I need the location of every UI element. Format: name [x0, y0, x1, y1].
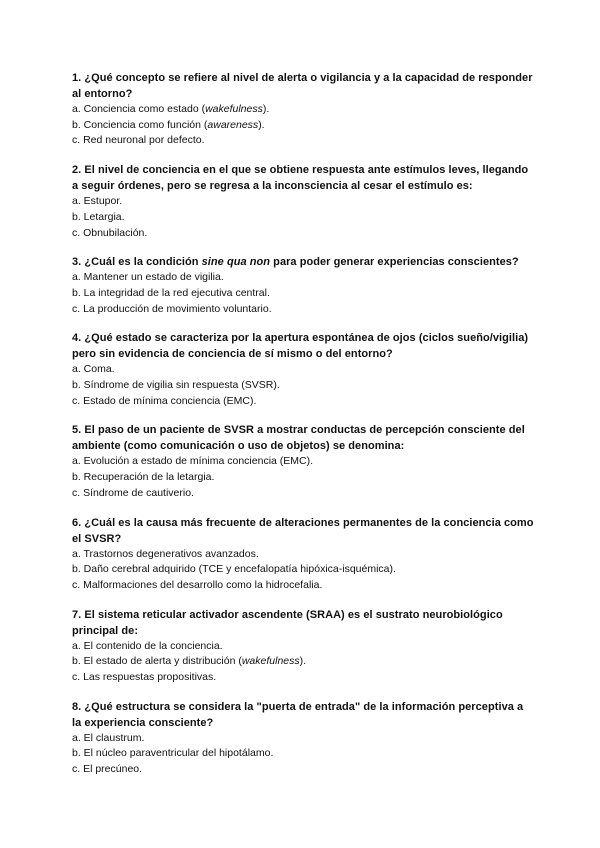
- option-text: c. Red neuronal por defecto.: [72, 134, 205, 147]
- question-number: 7.: [72, 608, 82, 621]
- question-body: El sistema reticular activador ascendente (SRAA) es el sustrato neurobiológico principal de:: [72, 608, 503, 637]
- option-text: b. Daño cerebral adquirido (TCE y encefalopatía hipóxica-isquémica).: [72, 563, 396, 576]
- option-italic-term: awareness: [207, 118, 259, 131]
- option-b[interactable]: [72, 286, 534, 302]
- question-body: El paso de un paciente de SVSR a mostrar conductas de percepción consciente del ambiente (como comunicación o uso de objetos) se denomina:: [72, 424, 525, 453]
- options-list: [72, 362, 534, 409]
- question-number: 8.: [72, 700, 82, 713]
- question-text: [72, 607, 534, 639]
- question-7: [72, 607, 534, 686]
- question-text: [72, 70, 534, 102]
- option-text: b. Letargia.: [72, 210, 125, 223]
- option-a[interactable]: [72, 547, 534, 563]
- option-text: b. Conciencia como función (: [72, 118, 208, 131]
- options-list: [72, 454, 534, 501]
- option-b[interactable]: [72, 562, 534, 578]
- option-text-end: ).: [258, 118, 265, 131]
- question-text: [72, 162, 534, 194]
- option-text: b. Síndrome de vigilia sin respuesta (SVSR).: [72, 379, 280, 392]
- option-text: c. Obnubilación.: [72, 226, 148, 239]
- question-3: [72, 254, 534, 317]
- question-body: ¿Cuál es la causa más frecuente de alteraciones permanentes de la conciencia como el SVSR?: [72, 516, 534, 545]
- option-italic-term: wakefulness: [205, 103, 263, 115]
- option-a[interactable]: [72, 731, 534, 747]
- question-body: El nivel de conciencia en el que se obtiene respuesta ante estímulos leves, llegando a seguir órdenes, pero se regresa a la inconsciencia al cesar el estímulo es:: [72, 164, 529, 193]
- options-list: [72, 194, 534, 241]
- question-number: 1.: [72, 72, 82, 84]
- option-text: c. La producción de movimiento voluntario.: [72, 302, 272, 315]
- question-5: [72, 422, 534, 501]
- option-text: b. El núcleo paraventricular del hipotálamo.: [72, 747, 274, 760]
- question-body: ¿Qué estado se caracteriza por la apertura espontánea de ojos (ciclos sueño/vigilia) pero sin evidencia de conciencia de sí mismo o del entorno?: [72, 332, 529, 361]
- question-body-end: para poder generar experiencias conscientes?: [270, 256, 519, 269]
- option-text: a. El contenido de la conciencia.: [72, 639, 223, 652]
- option-text: c. El precúneo.: [72, 763, 143, 776]
- option-text: b. La integridad de la red ejecutiva central.: [72, 286, 270, 299]
- question-6: [72, 515, 534, 594]
- question-text: [72, 422, 534, 454]
- question-8: [72, 699, 534, 778]
- option-a[interactable]: [72, 639, 534, 655]
- options-list: [72, 270, 534, 317]
- question-text: [72, 254, 534, 270]
- option-c[interactable]: [72, 578, 534, 594]
- option-text: a. Mantener un estado de vigilia.: [72, 271, 224, 284]
- option-text: c. Malformaciones del desarrollo como la hidrocefalia.: [72, 578, 323, 591]
- option-b[interactable]: [72, 654, 534, 670]
- option-c[interactable]: [72, 762, 534, 778]
- option-text-end: ).: [262, 103, 270, 115]
- option-text: a. Conciencia como estado (: [72, 103, 206, 115]
- option-text: a. Coma.: [72, 363, 115, 376]
- option-b[interactable]: [72, 118, 534, 134]
- option-text: c. Síndrome de cautiverio.: [72, 486, 194, 499]
- option-a[interactable]: [72, 194, 534, 210]
- question-2: [72, 162, 534, 241]
- option-text: a. Evolución a estado de mínima conciencia (EMC).: [72, 455, 314, 468]
- question-number: 6.: [72, 516, 82, 529]
- option-italic-term: wakefulness: [241, 655, 300, 668]
- quiz-page: [72, 70, 534, 791]
- option-b[interactable]: [72, 470, 534, 486]
- options-list: [72, 547, 534, 594]
- question-text: [72, 515, 534, 547]
- option-c[interactable]: [72, 133, 534, 149]
- option-a[interactable]: [72, 362, 534, 378]
- option-c[interactable]: [72, 394, 534, 410]
- question-number: 3.: [72, 256, 82, 269]
- option-a[interactable]: [72, 270, 534, 286]
- option-c[interactable]: [72, 302, 534, 318]
- question-italic-term: sine qua non: [201, 256, 271, 269]
- option-c[interactable]: [72, 486, 534, 502]
- question-number: 2.: [72, 164, 82, 177]
- options-list: [72, 102, 534, 149]
- question-body: ¿Qué concepto se refiere al nivel de alerta o vigilancia y a la capacidad de responder al entorno?: [72, 72, 533, 100]
- option-a[interactable]: [72, 454, 534, 470]
- options-list: [72, 731, 534, 778]
- option-b[interactable]: [72, 210, 534, 226]
- option-text: c. Estado de mínima conciencia (EMC).: [72, 394, 257, 407]
- question-number: 4.: [72, 332, 82, 345]
- question-body: ¿Cuál es la condición: [84, 256, 202, 269]
- option-text: b. Recuperación de la letargia.: [72, 471, 215, 484]
- options-list: [72, 639, 534, 686]
- option-c[interactable]: [72, 670, 534, 686]
- option-text: b. El estado de alerta y distribución (: [72, 655, 242, 668]
- option-b[interactable]: [72, 378, 534, 394]
- option-text: c. Las respuestas propositivas.: [72, 671, 217, 684]
- option-text: a. El claustrum.: [72, 731, 145, 744]
- question-1: [72, 70, 534, 149]
- option-text-end: ).: [299, 655, 307, 668]
- question-body: ¿Qué estructura se considera la "puerta de entrada" de la información perceptiva a la experiencia consciente?: [72, 700, 524, 729]
- question-text: [72, 699, 534, 731]
- question-4: [72, 330, 534, 409]
- option-text: a. Trastornos degenerativos avanzados.: [72, 547, 259, 560]
- question-text: [72, 330, 534, 362]
- question-number: 5.: [72, 424, 82, 437]
- option-text: a. Estupor.: [72, 195, 123, 208]
- option-c[interactable]: [72, 226, 534, 242]
- option-a[interactable]: [72, 102, 534, 118]
- option-b[interactable]: [72, 746, 534, 762]
